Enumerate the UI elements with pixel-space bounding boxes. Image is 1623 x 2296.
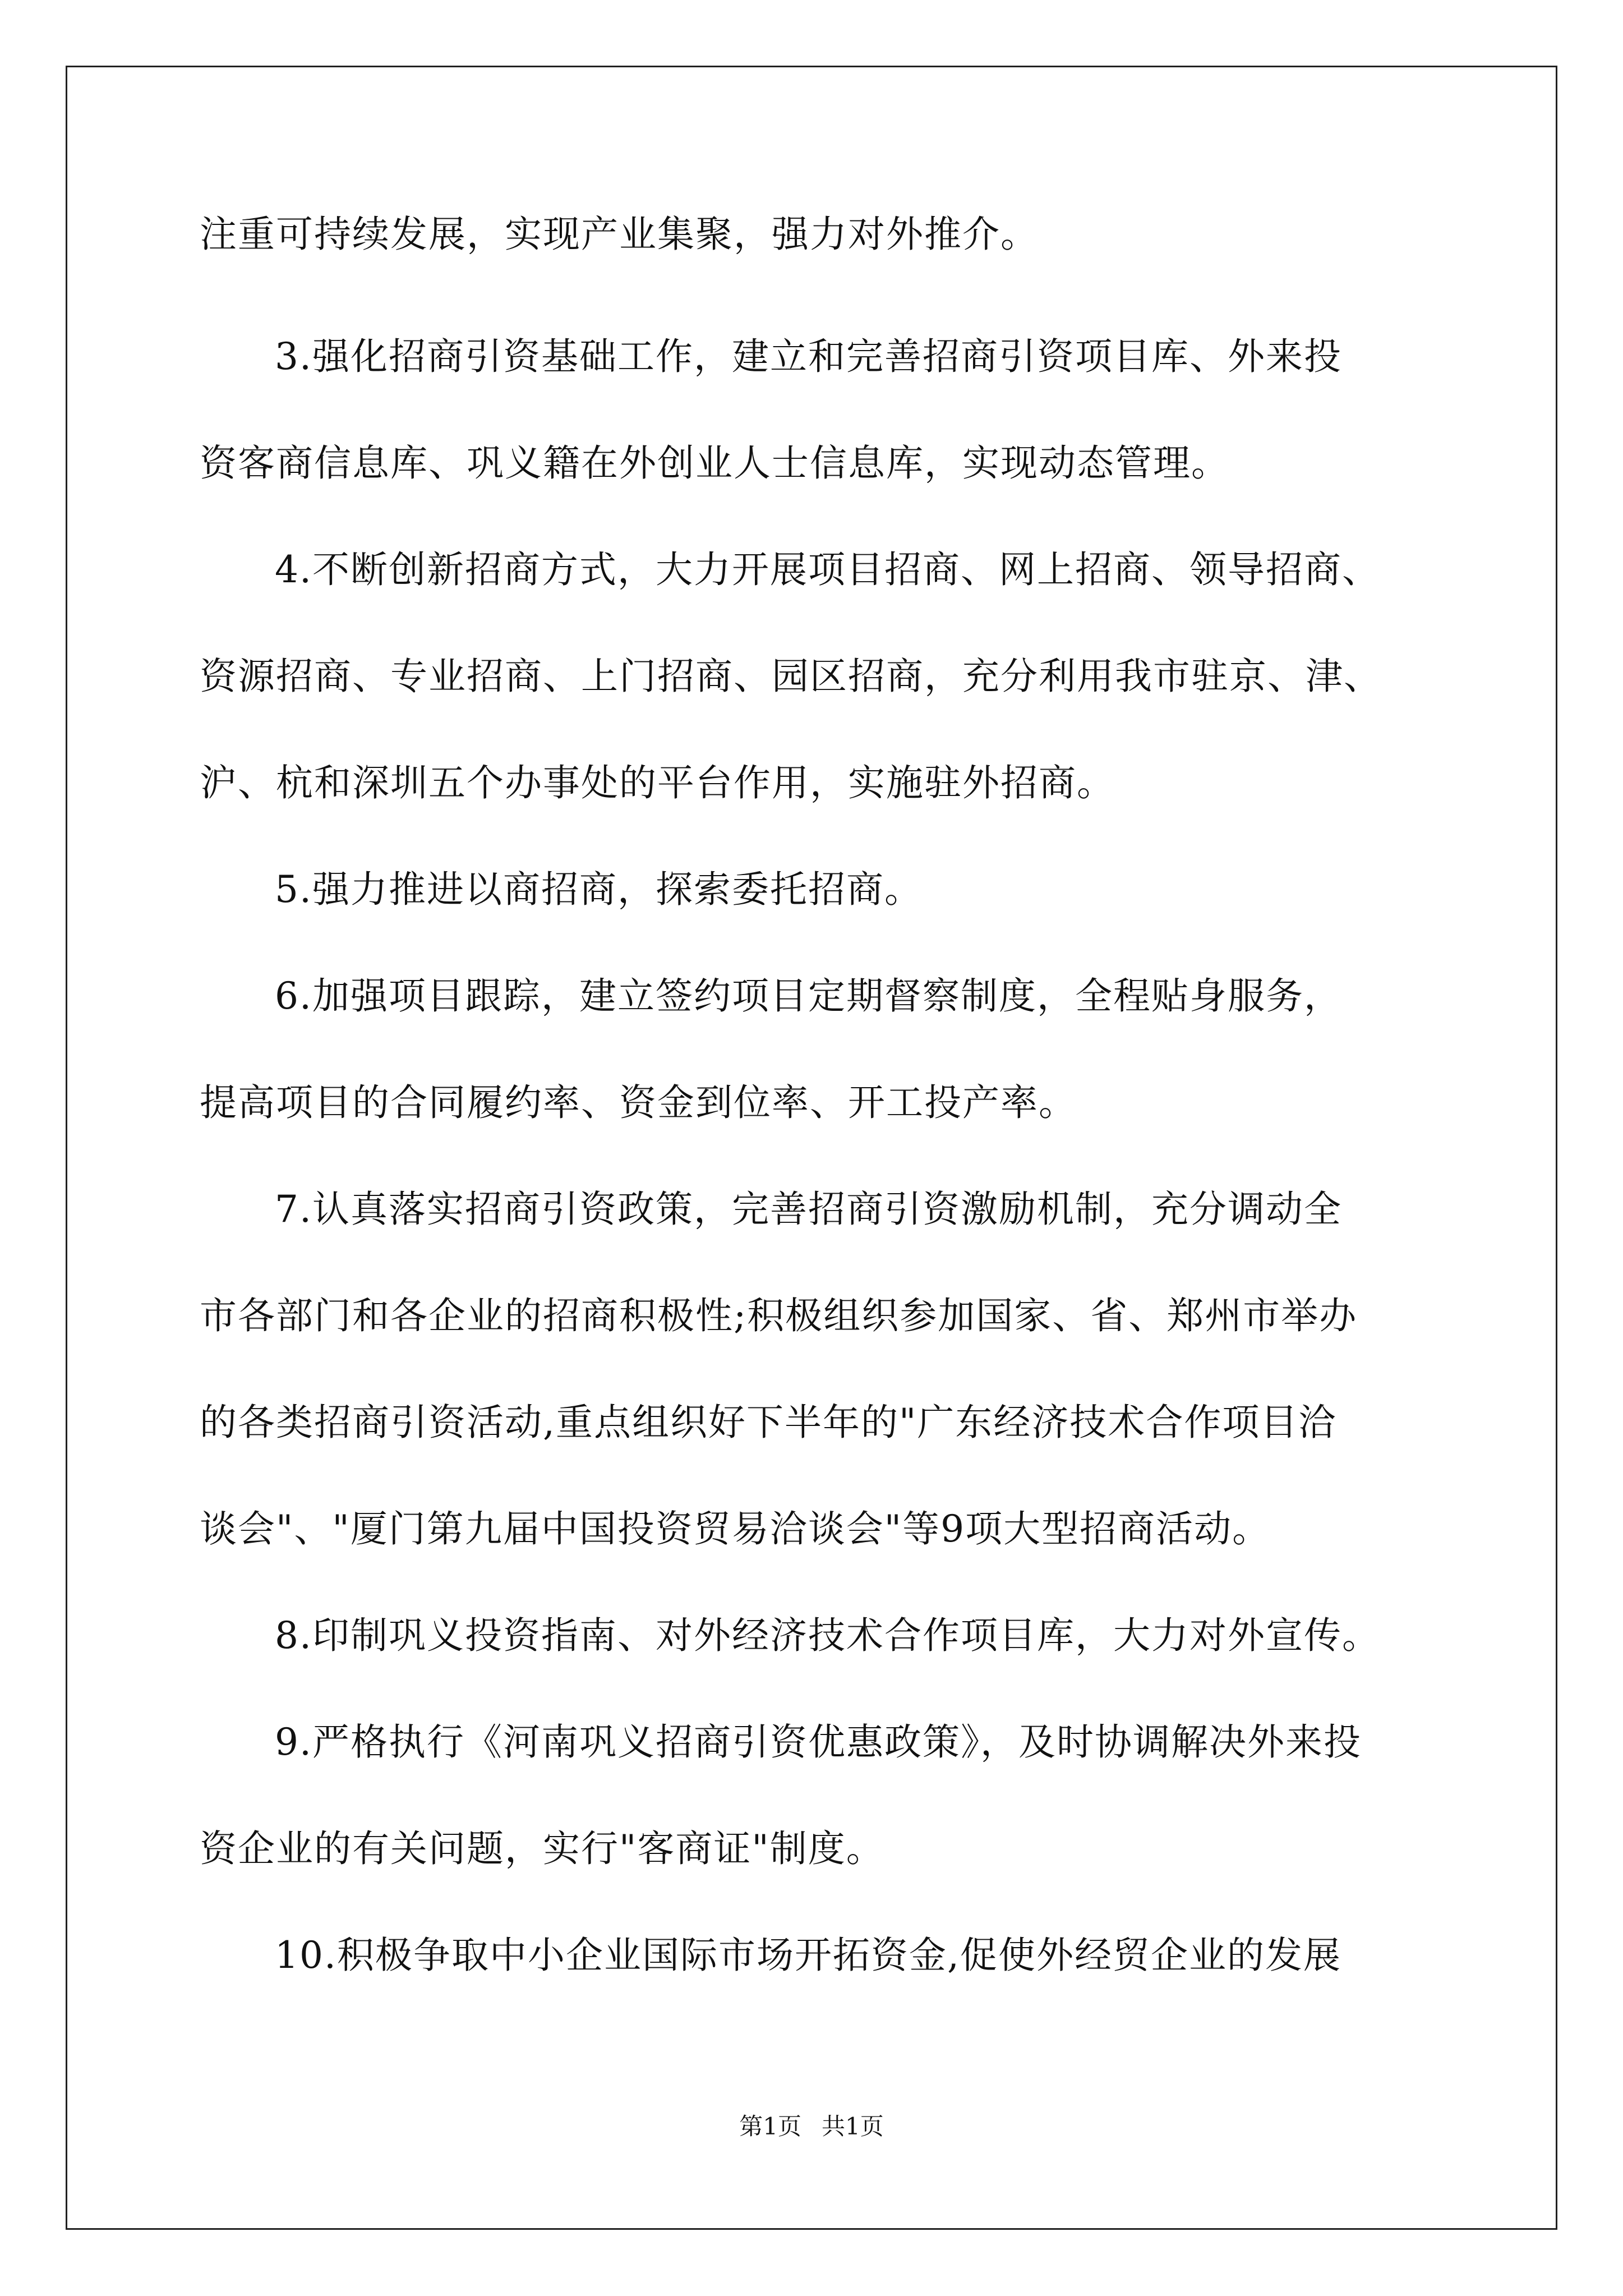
text-line-13: 谈会"、"厦门第九届中国投资贸易洽谈会"等9项大型招商活动。 bbox=[200, 1507, 1271, 1550]
text-line-1: 注重可持续发展，实现产业集聚，强力对外推介。 bbox=[200, 213, 1039, 256]
page-number: 第1页 bbox=[739, 2113, 801, 2140]
text-line-5: 资源招商、专业招商、上门招商、园区招商，充分利用我市驻京、津、 bbox=[200, 655, 1382, 698]
text-line-3: 资客商信息库、巩义籍在外创业人士信息库，实现动态管理。 bbox=[200, 441, 1229, 485]
text-line-6: 沪、杭和深圳五个办事处的平台作用，实施驻外招商。 bbox=[200, 761, 1115, 804]
page-total: 共1页 bbox=[822, 2113, 884, 2140]
text-line-17: 10.积极争取中小企业国际市场开拓资金,促使外经贸企业的发展 bbox=[275, 1934, 1341, 1977]
page-footer bbox=[0, 2112, 1623, 2141]
text-line-14: 8.印制巩义投资指南、对外经济技术合作项目库，大力对外宣传。 bbox=[275, 1614, 1380, 1657]
text-line-9: 提高项目的合同履约率、资金到位率、开工投产率。 bbox=[200, 1081, 1077, 1124]
text-line-2: 3.强化招商引资基础工作，建立和完善招商引资项目库、外来投 bbox=[275, 335, 1342, 378]
text-line-10: 7.认真落实招商引资政策，完善招商引资激励机制，充分调动全 bbox=[275, 1188, 1342, 1231]
text-line-15: 9.严格执行《河南巩义招商引资优惠政策》，及时协调解决外来投 bbox=[275, 1720, 1362, 1764]
text-line-4: 4.不断创新招商方式，大力开展项目招商、网上招商、领导招商、 bbox=[275, 548, 1380, 591]
page-frame bbox=[66, 66, 1557, 2230]
text-line-11: 市各部门和各企业的招商积极性;积极组织参加国家、省、郑州市举办 bbox=[200, 1294, 1358, 1337]
text-line-8: 6.加强项目跟踪，建立签约项目定期督察制度，全程贴身服务， bbox=[275, 974, 1342, 1018]
text-line-12: 的各类招商引资活动,重点组织好下半年的"广东经济技术合作项目洽 bbox=[200, 1401, 1337, 1444]
text-line-16: 资企业的有关问题，实行"客商证"制度。 bbox=[200, 1827, 884, 1870]
text-line-7: 5.强力推进以商招商，探索委托招商。 bbox=[275, 868, 923, 911]
